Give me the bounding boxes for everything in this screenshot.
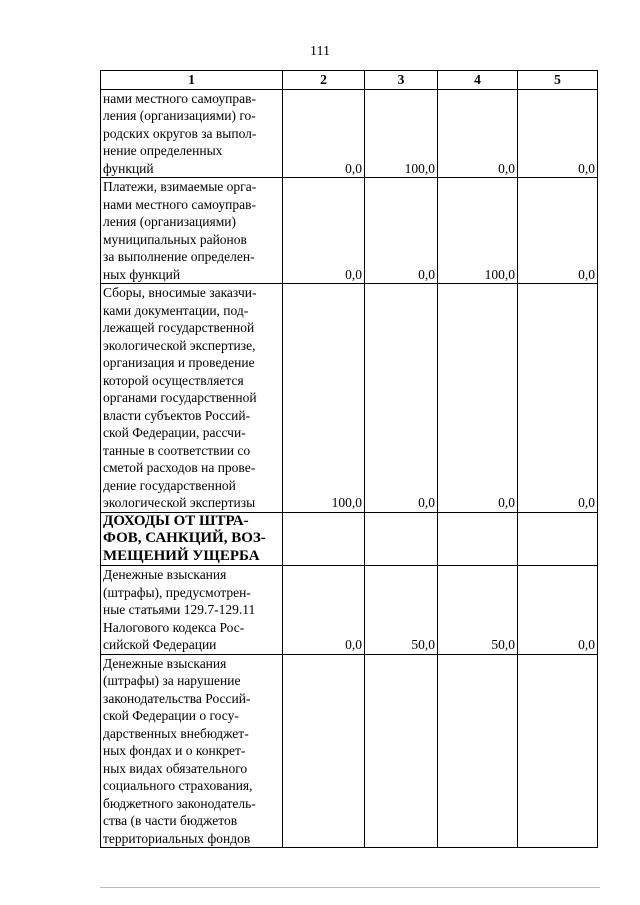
- row-description: [101, 512, 283, 566]
- description-line: социального страхования,: [103, 778, 253, 793]
- description-line: нение определенных: [103, 143, 223, 158]
- value-cell-col-5: 0,0: [518, 89, 598, 178]
- description-line: (штрафы), предусмотрен-: [103, 584, 251, 600]
- value-cell-col-4: 0,0: [438, 89, 518, 178]
- description-line: ных функций: [103, 266, 181, 282]
- value-cell-col-5: 0,0: [518, 566, 598, 655]
- value-cell-col-2: 0,0: [283, 89, 365, 178]
- description-line: экологической экспертизе,: [103, 337, 256, 353]
- description-line: МЕЩЕНИЙ УЩЕРБА: [103, 547, 260, 564]
- description-line: ления (организациями): [103, 214, 236, 229]
- section-header-row: [101, 512, 598, 566]
- table-row: [101, 654, 598, 848]
- value-cell-col-4: 0,0: [438, 284, 518, 513]
- value-cell-col-5: 0,0: [518, 178, 598, 284]
- value-cell-col-2: [283, 654, 365, 848]
- description-line: законодательства Россий-: [103, 690, 251, 706]
- value-cell-col-2: 100,0: [283, 284, 365, 513]
- description-line: ками документации, под-: [103, 302, 249, 318]
- description-line: ления (организациями) го-: [103, 108, 256, 123]
- value-cell-col-5: [518, 512, 598, 566]
- row-description: [101, 654, 283, 848]
- budget-table: [100, 70, 598, 848]
- value-cell-col-2: 0,0: [283, 566, 365, 655]
- description-line: ской Федерации, рассчи-: [103, 425, 246, 440]
- value-cell-col-3: [365, 654, 438, 848]
- value-cell-col-2: 0,0: [283, 178, 365, 284]
- row-description: [101, 89, 283, 178]
- description-line: Налогового кодекса Рос-: [103, 619, 245, 635]
- description-line: экологической экспертизы: [103, 495, 256, 510]
- table-row: [101, 89, 598, 178]
- description-line: Денежные взыскания: [103, 655, 227, 671]
- column-header-1: 1: [101, 71, 283, 90]
- description-line: Сборы, вносимые заказчи-: [103, 285, 257, 300]
- description-line: лежащей государственной: [103, 320, 255, 335]
- value-cell-col-4: 100,0: [438, 178, 518, 284]
- value-cell-col-3: 100,0: [365, 89, 438, 178]
- column-header-5: 5: [518, 71, 598, 90]
- description-line: ства (в части бюджетов: [103, 813, 238, 828]
- description-line: дение государственной: [103, 477, 236, 493]
- value-cell-col-5: 0,0: [518, 284, 598, 513]
- description-line: ных фондах и о конкрет-: [103, 743, 246, 758]
- column-header-4: 4: [438, 71, 518, 90]
- description-line: территориальных фондов: [103, 830, 251, 846]
- description-line: ской Федерации о госу-: [103, 708, 239, 723]
- description-line: сметой расходов на прове-: [103, 460, 256, 475]
- description-line: ные статьями 129.7-129.11: [103, 602, 256, 617]
- row-description: [101, 566, 283, 655]
- column-header-3: 3: [365, 71, 438, 90]
- description-line: дарственных внебюджет-: [103, 725, 249, 741]
- value-cell-col-3: [365, 512, 438, 566]
- row-description: [101, 178, 283, 284]
- description-line: родских округов за выпол-: [103, 125, 257, 141]
- description-line: функций: [103, 160, 154, 176]
- description-line: власти субъектов Россий-: [103, 407, 251, 423]
- description-line: Платежи, взимаемые орга-: [103, 179, 257, 194]
- column-header-2: 2: [283, 71, 365, 90]
- table-body: [101, 89, 598, 848]
- table-row: [101, 566, 598, 655]
- value-cell-col-5: [518, 654, 598, 848]
- description-line: которой осуществляется: [103, 372, 244, 388]
- description-line: ФОВ, САНКЦИЙ, ВОЗ-: [103, 530, 266, 546]
- value-cell-col-4: 50,0: [438, 566, 518, 655]
- page-number: 111: [310, 44, 330, 59]
- description-line: органами государственной: [103, 390, 257, 405]
- value-cell-col-2: [283, 512, 365, 566]
- description-line: организация и проведение: [103, 355, 255, 370]
- description-line: нами местного самоуправ-: [103, 90, 256, 106]
- row-description: [101, 284, 283, 513]
- value-cell-col-3: 0,0: [365, 178, 438, 284]
- description-line: Денежные взыскания: [103, 567, 227, 582]
- value-cell-col-3: 50,0: [365, 566, 438, 655]
- description-line: (штрафы) за нарушение: [103, 673, 241, 688]
- table-row: [101, 178, 598, 284]
- description-line: муниципальных районов: [103, 231, 247, 247]
- value-cell-col-4: [438, 512, 518, 566]
- value-cell-col-4: [438, 654, 518, 848]
- description-line: сийской Федерации: [103, 637, 217, 652]
- value-cell-col-3: 0,0: [365, 284, 438, 513]
- table-row: [101, 284, 598, 513]
- description-line: нами местного самоуправ-: [103, 196, 256, 212]
- bottom-divider: [100, 887, 600, 888]
- description-line: танные в соответствии со: [103, 442, 251, 458]
- description-line: за выполнение определен-: [103, 249, 255, 264]
- description-line: ных видах обязательного: [103, 760, 248, 776]
- description-line: бюджетного законодатель-: [103, 795, 256, 811]
- description-line: ДОХОДЫ ОТ ШТРА-: [103, 512, 249, 529]
- table-header-row: [101, 71, 598, 90]
